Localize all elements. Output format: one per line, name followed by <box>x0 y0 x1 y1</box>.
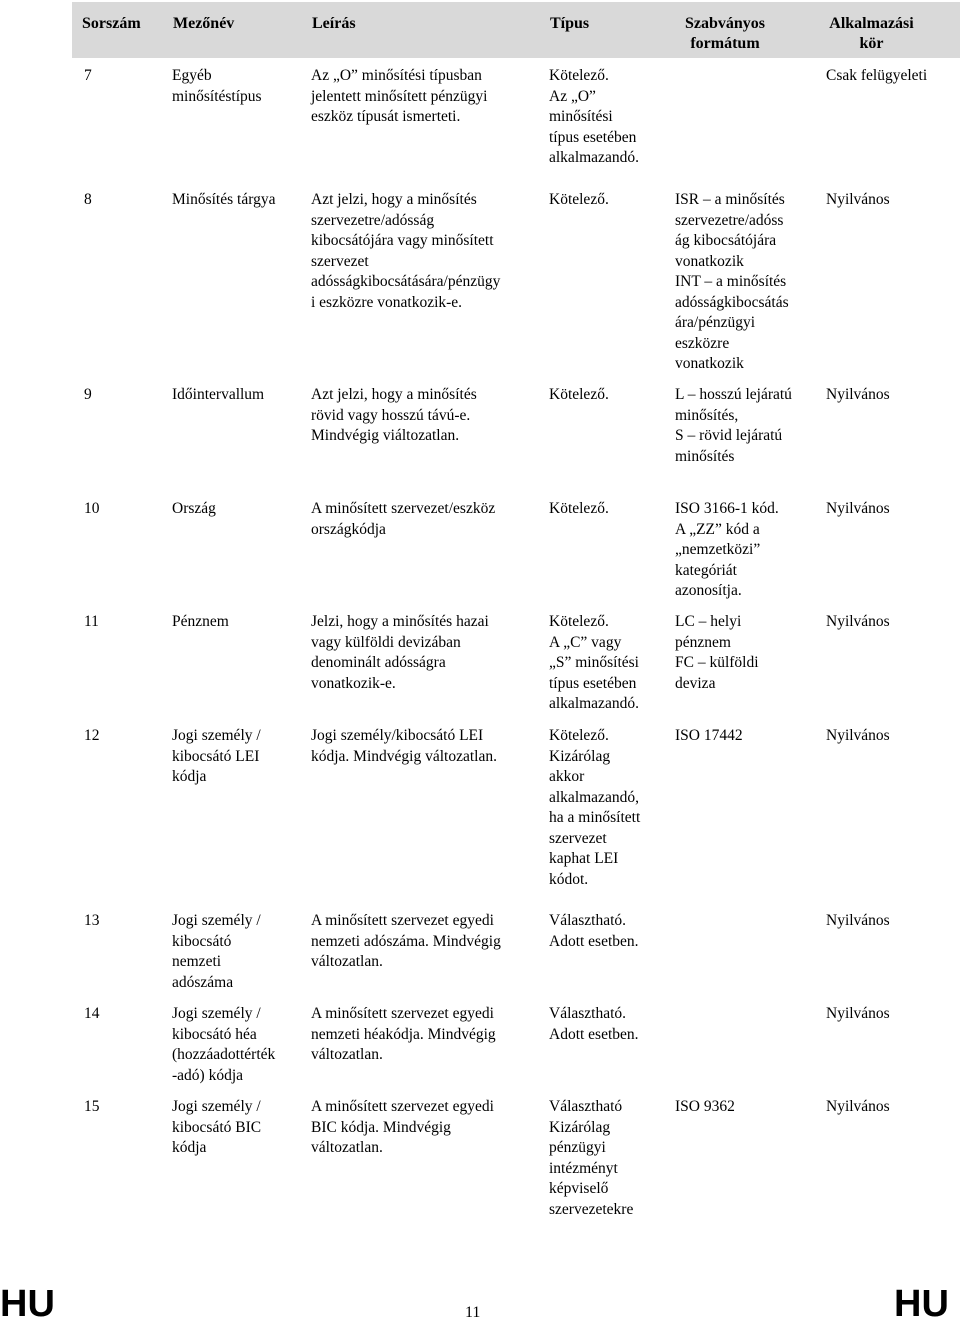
scope-line: Csak felügyeleti <box>826 67 928 84</box>
row-8-num <box>84 190 124 211</box>
row-12-format <box>675 726 815 747</box>
scope-line: Nyilvános <box>826 613 890 630</box>
desc-line: nemzeti héakódja. Mindvégig <box>311 1025 496 1043</box>
row-11-desc <box>311 612 541 694</box>
row-15-type <box>549 1097 667 1220</box>
type-line: Választható. <box>549 912 627 929</box>
type-line: A „C” vagy <box>549 633 622 651</box>
type-line: kódot. <box>549 870 589 888</box>
format-line: pénznem <box>675 633 731 651</box>
format-line: azonosítja. <box>675 582 742 599</box>
row-14-desc <box>311 1004 541 1066</box>
format-line: ISO 9362 <box>675 1098 735 1115</box>
type-line: pénzügyi <box>549 1139 606 1156</box>
desc-line: szervezet <box>311 252 369 270</box>
format-line: kategóriát <box>675 561 737 579</box>
desc-line: nemzeti adószáma. Mindvégig <box>311 932 501 950</box>
row-14-name <box>172 1004 302 1086</box>
name-line: Jogi személy / <box>172 1098 261 1115</box>
type-line: típus esetében <box>549 128 637 146</box>
header-leiras: Leírás <box>312 15 356 32</box>
header-kor-text: Alkalmazási kör <box>829 15 914 52</box>
row-14-type <box>549 1004 667 1045</box>
row-9-name <box>172 385 302 406</box>
name-line: Pénznem <box>172 613 229 630</box>
scope-line: Nyilvános <box>826 727 890 744</box>
type-line: Kizárólag <box>549 747 611 765</box>
desc-line: eszköz típusát ismerteti. <box>311 108 461 125</box>
header-alkalmazasi-kor <box>824 14 919 54</box>
row-number: 7 <box>84 67 92 84</box>
name-line: Ország <box>172 500 216 517</box>
format-line: ág kibocsátójára <box>675 232 777 249</box>
row-13-type <box>549 911 667 952</box>
name-line: Jogi személy / <box>172 727 261 744</box>
desc-line: Azt jelzi, hogy a minősítés <box>311 191 477 208</box>
row-10-num <box>84 499 124 520</box>
name-line: -adó) kódja <box>172 1066 244 1084</box>
name-line: Jogi személy / <box>172 1005 261 1022</box>
scope-line: Nyilvános <box>826 386 890 403</box>
type-line: Kötelező. <box>549 613 609 630</box>
row-10-name <box>172 499 302 520</box>
row-9-num <box>84 385 124 406</box>
type-line: alkalmazandó. <box>549 695 639 712</box>
type-line: Kötelező. <box>549 67 609 84</box>
desc-line: denominált adósságra <box>311 654 446 671</box>
footer-right-label: HU <box>894 1283 949 1325</box>
format-line: L – hosszú lejáratú <box>675 386 792 403</box>
desc-line: Jogi személy/kibocsátó LEI <box>311 727 484 744</box>
name-line: minősítéstípus <box>172 87 262 105</box>
desc-line: Azt jelzi, hogy a minősítés <box>311 386 477 403</box>
desc-line: változatlan. <box>311 953 383 970</box>
desc-line: Az „O” minősítési típusban <box>311 67 482 84</box>
row-number: 14 <box>84 1005 100 1022</box>
desc-line: A minősített szervezet egyedi <box>311 1098 494 1115</box>
type-line: alkalmazandó. <box>549 149 639 166</box>
row-14-scope <box>826 1004 956 1025</box>
type-line: intézményt <box>549 1159 618 1177</box>
row-8-type <box>549 190 667 211</box>
desc-line: országkódja <box>311 520 386 538</box>
row-11-type <box>549 612 667 715</box>
desc-line: rövid vagy hosszú távú-e. <box>311 406 471 424</box>
name-line: Jogi személy / <box>172 912 261 929</box>
row-7-desc <box>311 66 541 128</box>
desc-line: Jelzi, hogy a minősítés hazai <box>311 613 489 630</box>
row-number: 8 <box>84 191 92 208</box>
row-9-type <box>549 385 667 406</box>
row-12-scope <box>826 726 956 747</box>
row-13-num <box>84 911 124 932</box>
type-line: Kötelező. <box>549 727 609 744</box>
format-line: S – rövid lejáratú <box>675 427 783 444</box>
format-line: eszközre <box>675 334 730 352</box>
name-line: Minősítés tárgya <box>172 191 276 208</box>
header-szabvanyos-formatum <box>670 14 780 54</box>
format-line: ISO 3166-1 kód. <box>675 500 779 517</box>
format-line: minősítés <box>675 447 735 465</box>
type-line: akkor <box>549 768 585 785</box>
row-9-desc <box>311 385 541 447</box>
desc-line: szervezetre/adósság <box>311 211 435 229</box>
row-number: 10 <box>84 500 100 517</box>
type-line: ha a minősített <box>549 809 641 826</box>
header-mezonev: Mezőnév <box>173 15 235 32</box>
row-10-format <box>675 499 815 602</box>
row-number: 13 <box>84 912 100 929</box>
footer-left-label: HU <box>0 1283 55 1325</box>
row-8-desc <box>311 190 541 313</box>
type-line: kaphat LEI <box>549 850 619 867</box>
desc-line: változatlan. <box>311 1046 383 1063</box>
row-number: 9 <box>84 386 92 403</box>
row-15-num <box>84 1097 124 1118</box>
name-line: Egyéb <box>172 67 212 84</box>
scope-line: Nyilvános <box>826 1005 890 1022</box>
type-line: típus esetében <box>549 674 637 692</box>
desc-line: A minősített szervezet egyedi <box>311 1005 494 1022</box>
name-line: Időintervallum <box>172 386 265 403</box>
row-10-type <box>549 499 667 520</box>
header-formatum-text: Szabványos formátum <box>684 15 766 52</box>
desc-line: i eszközre vonatkozik-e. <box>311 293 463 311</box>
row-13-desc <box>311 911 541 973</box>
format-line: vonatkozik <box>675 252 744 270</box>
name-line: kódja <box>172 1139 207 1156</box>
format-line: ISO 17442 <box>675 727 743 744</box>
type-line: Az „O” <box>549 87 596 105</box>
row-12-name <box>172 726 302 788</box>
desc-line: Mindvégig viáltozatlan. <box>311 427 460 444</box>
row-12-desc <box>311 726 541 767</box>
type-line: Adott esetben. <box>549 1025 639 1043</box>
row-13-name <box>172 911 302 993</box>
name-line: kódja <box>172 768 207 785</box>
desc-line: vonatkozik-e. <box>311 674 396 692</box>
type-line: Kötelező. <box>549 500 609 517</box>
type-line: minősítési <box>549 108 613 125</box>
format-line: vonatkozik <box>675 355 744 372</box>
format-line: szervezetre/adóss <box>675 211 784 229</box>
row-11-format <box>675 612 815 694</box>
row-7-name <box>172 66 302 107</box>
format-line: A „ZZ” kód a <box>675 520 760 538</box>
format-line: ISR – a minősítés <box>675 191 785 208</box>
type-line: Kizárólag <box>549 1118 611 1136</box>
row-8-name <box>172 190 302 211</box>
type-line: Adott esetben. <box>549 932 639 950</box>
row-12-num <box>84 726 124 747</box>
row-11-num <box>84 612 124 633</box>
type-line: Választható. <box>549 1005 627 1022</box>
desc-line: A minősített szervezet/eszköz <box>311 500 496 517</box>
type-line: alkalmazandó, <box>549 788 639 806</box>
desc-line: A minősített szervezet egyedi <box>311 912 494 929</box>
scope-line: Nyilvános <box>826 912 890 929</box>
desc-line: BIC kódja. Mindvégig <box>311 1118 451 1136</box>
name-line: kibocsátó héa <box>172 1025 257 1043</box>
scope-line: Nyilvános <box>826 500 890 517</box>
desc-line: jelentett minősített pénzügyi <box>311 87 488 105</box>
name-line: kibocsátó <box>172 932 232 950</box>
row-7-scope <box>826 66 956 87</box>
name-line: adószáma <box>172 973 234 991</box>
row-7-num <box>84 66 124 87</box>
format-line: INT – a minősítés <box>675 273 787 290</box>
type-line: képviselő <box>549 1180 609 1197</box>
row-number: 15 <box>84 1098 100 1115</box>
name-line: (hozzáadottérték <box>172 1046 276 1063</box>
row-7-type <box>549 66 667 169</box>
row-10-scope <box>826 499 956 520</box>
row-15-desc <box>311 1097 541 1159</box>
header-sorszam: Sorszám <box>82 15 141 32</box>
format-line: „nemzetközi” <box>675 541 761 558</box>
row-9-format <box>675 385 815 467</box>
row-11-name <box>172 612 302 633</box>
format-line: LC – helyi <box>675 613 742 630</box>
format-line: ára/pénzügyi <box>675 314 756 331</box>
row-13-scope <box>826 911 956 932</box>
type-line: Választható <box>549 1098 623 1115</box>
row-number: 11 <box>84 613 99 630</box>
format-line: deviza <box>675 674 716 692</box>
page-number: 11 <box>465 1304 481 1321</box>
type-line: szervezet <box>549 829 607 847</box>
row-number: 12 <box>84 727 100 744</box>
row-9-scope <box>826 385 956 406</box>
row-10-desc <box>311 499 541 540</box>
name-line: kibocsátó BIC <box>172 1118 262 1136</box>
format-line: FC – külföldi <box>675 654 759 671</box>
table-header <box>72 2 960 58</box>
desc-line: vagy külföldi devizában <box>311 633 461 651</box>
desc-line: adósságkibocsátására/pénzügy <box>311 273 501 290</box>
desc-line: kódja. Mindvégig változatlan. <box>311 747 497 765</box>
row-15-scope <box>826 1097 956 1118</box>
name-line: kibocsátó LEI <box>172 747 260 765</box>
header-tipus: Típus <box>550 15 590 32</box>
desc-line: kibocsátójára vagy minősített <box>311 232 494 249</box>
scope-line: Nyilvános <box>826 191 890 208</box>
row-8-scope <box>826 190 956 211</box>
type-line: Kötelező. <box>549 191 609 208</box>
row-11-scope <box>826 612 956 633</box>
row-15-format <box>675 1097 815 1118</box>
desc-line: változatlan. <box>311 1139 383 1156</box>
scope-line: Nyilvános <box>826 1098 890 1115</box>
row-8-format <box>675 190 815 375</box>
row-12-type <box>549 726 667 890</box>
name-line: nemzeti <box>172 953 222 970</box>
type-line: Kötelező. <box>549 386 609 403</box>
row-14-num <box>84 1004 124 1025</box>
format-line: minősítés, <box>675 406 739 424</box>
type-line: „S” minősítési <box>549 654 639 671</box>
row-15-name <box>172 1097 302 1159</box>
format-line: adósságkibocsátás <box>675 293 789 311</box>
type-line: szervezetekre <box>549 1200 634 1218</box>
